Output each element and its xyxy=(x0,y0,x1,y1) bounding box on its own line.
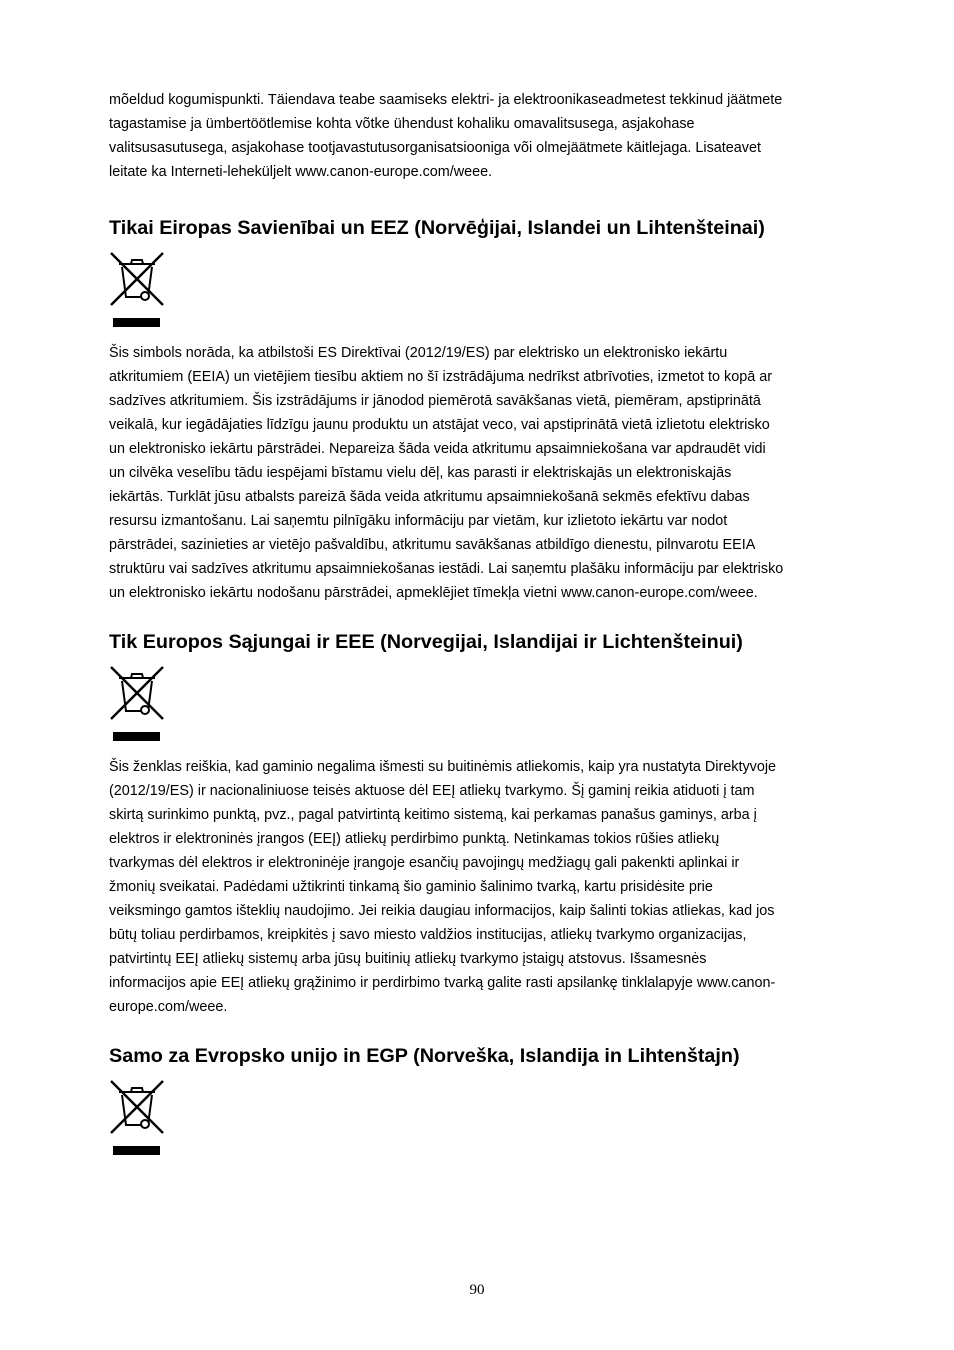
text-line: veiksmingo gamtos išteklių naudojimo. Jei reikia daugiau informacijos, kaip šalinti tokias atliekas, kad jos xyxy=(109,903,775,919)
text-line: leitate ka Interneti-leheküljelt www.canon-europe.com/weee. xyxy=(109,164,493,180)
text-line: elektros ir elektroninės įrangos (EEĮ) atliekų perdirbimo punktą. Netinkamas tokios rūšies atliekų xyxy=(109,831,720,847)
text-line: europe.com/weee. xyxy=(109,999,228,1015)
text-line: struktūru vai sadzīves atkritumu apsaimniekošanas iestādi. Lai saņemtu plašāku informāciju par elektrisko xyxy=(109,561,784,577)
text-line: informacijos apie EEĮ atliekų grąžinimo ir perdirbimo tvarką galite rasti apsilankę tinklalapyje www.canon- xyxy=(109,975,776,991)
document-page xyxy=(109,88,865,1157)
intro-paragraph xyxy=(109,88,865,184)
weee-symbol-slovenian xyxy=(109,1079,865,1157)
text-line: patvirtintų EEĮ atliekų sistemų arba jūsų buitinių atliekų tvarkymo įstaigų atstovus. Išsamesnės xyxy=(109,951,707,967)
text-line: un elektronisko iekārtu nodošanu pārstrādei, apmeklējiet tīmekļa vietni www.canon-europe.com/weee. xyxy=(109,585,758,601)
text-line: žmonių sveikatai. Padėdami užtikrinti tinkamą šio gaminio šalinimo tvarką, kartu prisidėsite prie xyxy=(109,879,713,895)
text-line: tagastamise ja ümbertöötlemise kohta võtke ühendust kohaliku omavalitsusega, asjakohase xyxy=(109,116,695,132)
weee-symbol-lithuanian xyxy=(109,665,865,743)
text-line: valitsusasutusega, asjakohase tootjavastutusorganisatsiooniga või olmejäätmete käitlejaga. Lisateavet xyxy=(109,140,761,156)
text-line: skirtą surinkimo punktą, pvz., pagal patvirtintą keitimo sistemą, kai perkamas panašus gaminys, arba į xyxy=(109,807,757,823)
text-line: būtų toliau perdirbamos, kreipkitės į savo miesto valdžios institucijas, atliekų tvarkymo organizacijas, xyxy=(109,927,747,943)
section-heading-lithuanian: Tik Europos Sąjungai ir EEE (Norvegijai, Islandijai ir Lichtenšteinui) xyxy=(109,631,743,653)
section-heading-slovenian: Samo za Evropsko unijo in EGP (Norveška, Islandija in Lihtenštajn) xyxy=(109,1045,740,1067)
text-line: un elektronisko iekārtu pārstrādei. Nepareiza šāda veida atkritumu apsaimniekošana var apdraudēt vidi xyxy=(109,441,766,457)
text-line: pārstrādei, sazinieties ar vietējo pašvaldību, atkritumu savākšanas atbildīgo dienestu, pilnvarotu EEIA xyxy=(109,537,756,553)
text-line: veikalā, kur iegādājaties līdzīgu jaunu produktu un atstājat veco, vai apstiprinātā vietā izlietotu elektrisko xyxy=(109,417,770,433)
weee-crossed-out-bin-icon xyxy=(109,665,165,743)
weee-symbol-latvian xyxy=(109,251,865,329)
text-line: iekārtās. Turklāt jūsu atbalsts pareizā šāda veida atkritumu apsaimniekošanā sekmēs efektīvu dabas xyxy=(109,489,750,505)
text-line: sadzīves atkritumiem. Šis izstrādājums ir jānodod piemērotā savākšanas vietā, piemēram, apstiprinātā xyxy=(109,393,761,409)
section-body-lithuanian xyxy=(109,755,865,1019)
weee-crossed-out-bin-icon xyxy=(109,251,165,329)
text-line: (2012/19/ES) ir nacionaliniuose teisės aktuose dėl EEĮ atliekų tvarkymo. Šį gaminį reikia atiduoti į tam xyxy=(109,783,755,799)
text-line: un cilvēka veselību tādu iespējami bīstamu vielu dēļ, kas parasti ir elektriskajās un elektroniskajās xyxy=(109,465,732,481)
weee-crossed-out-bin-icon xyxy=(109,1079,165,1157)
section-body-latvian xyxy=(109,341,865,605)
text-line: atkritumiem (EEIA) un vietējiem tiesību aktiem no šī izstrādājuma nedrīkst atbrīvoties, izmetot to kopā ar xyxy=(109,369,773,385)
text-line: resursu izmantošanu. Lai saņemtu pilnīgāku informāciju par vietām, kur izlietoto iekārtu var nodot xyxy=(109,513,728,529)
section-heading-latvian: Tikai Eiropas Savienībai un EEZ (Norvēģijai, Islandei un Lihtenšteinai) xyxy=(109,217,765,239)
text-line: tvarkymas dėl elektros ir elektroninėje įrangoje esančių pavojingų medžiagų gali pakenkti aplinkai ir xyxy=(109,855,740,871)
text-line: Šis simbols norāda, ka atbilstoši ES Direktīvai (2012/19/ES) par elektrisko un elektronisko iekārtu xyxy=(109,345,728,361)
text-line: Šis ženklas reiškia, kad gaminio negalima išmesti su buitinėmis atliekomis, kaip yra nustatyta Direktyvoje xyxy=(109,759,777,775)
page-number: 90 xyxy=(469,1282,485,1298)
text-line: mõeldud kogumispunkti. Täiendava teabe saamiseks elektri- ja elektroonikaseadmetest tekkinud jäätmete xyxy=(109,92,783,108)
